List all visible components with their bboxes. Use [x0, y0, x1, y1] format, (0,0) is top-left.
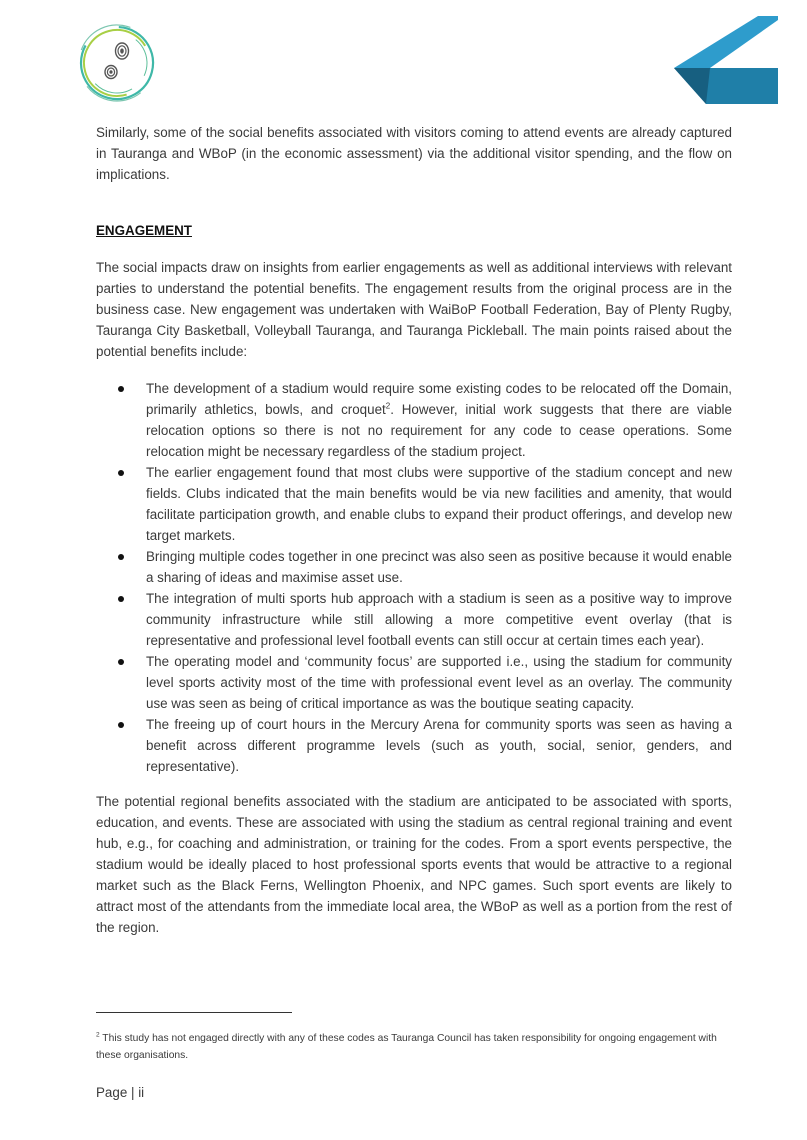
list-item: [96, 588, 732, 651]
list-item-text: The operating model and ‘community focus’ are supported i.e., using the stadium for community level sports activity most of the time with professional event level as an overlay. The community use was seen as being of critical importance as was the boutique seating capacity.: [146, 654, 732, 711]
list-item-text: Bringing multiple codes together in one precinct was also seen as positive because it would enable a sharing of ideas and maximise asset use.: [146, 549, 732, 585]
list-item-text: The integration of multi sports hub approach with a stadium is seen as a positive way to improve community infrastructure while still allowing a more competitive event overlay (that is representative and professional level football events can still occur at certain times each year).: [146, 591, 732, 648]
benefits-list: [96, 378, 732, 777]
list-item: [96, 714, 732, 777]
bullet-icon: [118, 386, 124, 392]
list-item: [96, 651, 732, 714]
footnote-reference[interactable]: 2: [385, 401, 391, 411]
list-item-text: The development of a stadium would require some existing codes to be relocated off the Domain, primarily athletics, bowls, and croquet: [146, 381, 732, 417]
section-heading: ENGAGEMENT: [96, 223, 192, 238]
footprints-circle-logo: [76, 22, 158, 104]
footnote: [96, 1030, 732, 1064]
angular-chevron-logo: [670, 16, 778, 104]
list-item-text: The earlier engagement found that most clubs were supportive of the stadium concept and new fields. Clubs indicated that the main benefits would be via new facilities and amenity, that would facilitate participation growth, and enable clubs to expand their product offerings, and develop new target markets.: [146, 465, 732, 543]
footnote-marker: 2: [96, 1031, 100, 1039]
document-body: [96, 122, 732, 938]
page-number: Page | ii: [96, 1085, 145, 1100]
list-item-text: The freeing up of court hours in the Mercury Arena for community sports was seen as having a benefit across different programme levels (such as youth, social, senior, genders, and representative).: [146, 717, 732, 774]
engagement-paragraph: The social impacts draw on insights from earlier engagements as well as additional interviews with relevant parties to understand the potential benefits. The engagement results from the original process are in the business case. New engagement was undertaken with WaiBoP Football Federation, Bay of Plenty Rugby, Tauranga City Basketball, Volleyball Tauranga, and Tauranga Pickleball. The main points raised about the potential benefits include:: [96, 260, 732, 359]
bullet-icon: [118, 596, 124, 602]
regional-paragraph: The potential regional benefits associated with the stadium are anticipated to be associated with sports, education, and events. These are associated with using the stadium as central regional training and event hub, e.g., for coaching and administration, or training for the codes. From a sport events perspective, the stadium would be ideally placed to host professional sports events that would be attractive to a regional market such as the Black Ferns, Wellington Phoenix, and NPC games. Such sport events are likely to attract most of the attendants from the immediate local area, the WBoP as well as a portion from the rest of the region.: [96, 794, 732, 935]
bullet-icon: [118, 722, 124, 728]
footnote-divider: [96, 1012, 292, 1013]
footnote-text: This study has not engaged directly with any of these codes as Tauranga Council has taken responsibility for ongoing engagement with these organisations.: [96, 1033, 717, 1061]
bullet-icon: [118, 554, 124, 560]
list-item: [96, 378, 732, 462]
intro-paragraph: Similarly, some of the social benefits associated with visitors coming to attend events are already captured in Tauranga and WBoP (in the economic assessment) via the additional visitor spending, and the flow on implications.: [96, 125, 732, 182]
list-item: [96, 462, 732, 546]
bullet-icon: [118, 659, 124, 665]
list-item: [96, 546, 732, 588]
list-item-text: . However, initial work suggests that there are viable relocation options so there is not no requirement for any code to cease operations. Some relocation might be necessary regardless of the stadium project.: [146, 402, 732, 459]
bullet-icon: [118, 470, 124, 476]
